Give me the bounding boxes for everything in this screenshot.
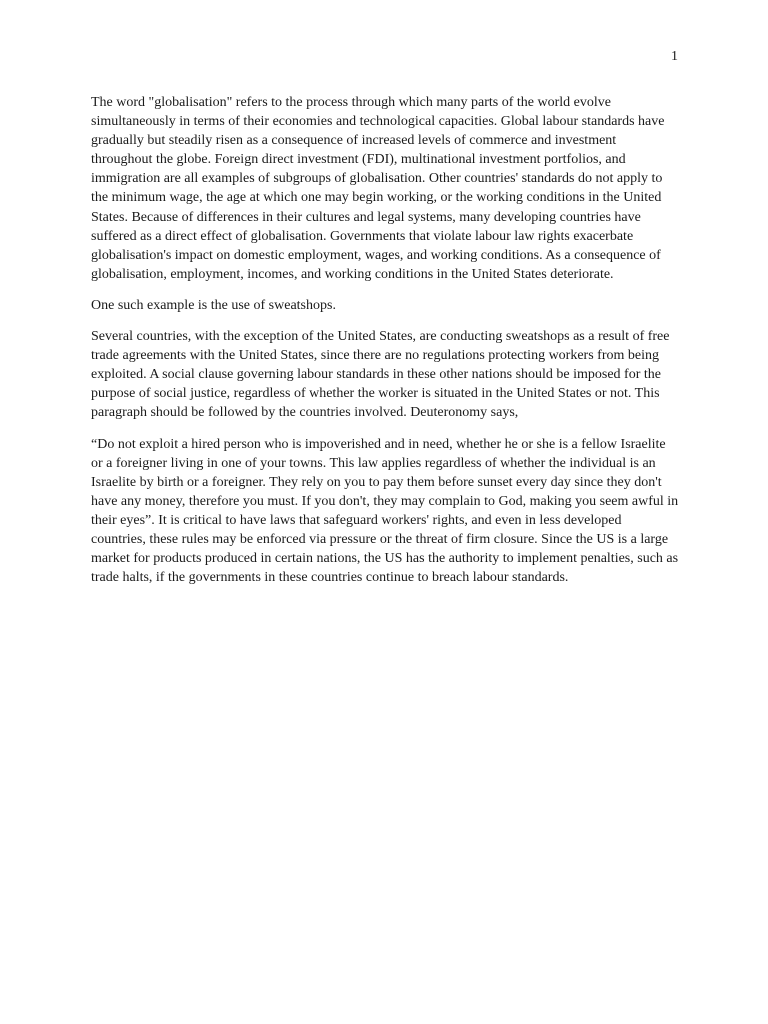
paragraph-deuteronomy-quote: “Do not exploit a hired person who is impoverished and in need, whether he or she is a fellow Israelite or a foreigner living in one of your towns. This law applies regardless of whether the individual is an Israelite by birth or a foreigner. They rely on you to pay them before sunset every day since they don't have any money, therefore you must. If you don't, they may complain to God, making you seem awful in their eyes”. It is critical to have laws that safeguard workers' rights, and even in less developed countries, these rules may be enforced via pressure or the threat of firm closure. Since the US is a large market for products produced in certain nations, the US has the authority to implement penalties, such as trade halts, if the governments in these countries continue to breach labour standards. [91,436,679,586]
paragraph-globalisation-definition: The word "globalisation" refers to the process through which many parts of the world evolve simultaneously in terms of their economies and technological capacities. Global labour standards have gradually but steadily risen as a consequence of increased levels of commerce and investment throughout the globe. Foreign direct investment (FDI), multinational investment portfolios, and immigration are all examples of subgroups of globalisation. Other countries' standards do not apply to the minimum wage, the age at which one may begin working, or the working conditions in the United States. Because of differences in their cultures and legal systems, many developing countries have suffered as a direct effect of globalisation. Governments that violate labour law rights exacerbate globalisation's impact on domestic employment, wages, and working conditions. As a consequence of globalisation, employment, incomes, and working conditions in the United States deteriorate. [91,95,665,282]
paragraph-sweatshops-example: One such example is the use of sweatshops. [91,297,336,313]
document-body [91,93,679,599]
paragraph-free-trade-agreements: Several countries, with the exception of the United States, are conducting sweatshops as a result of free trade agreements with the United States, since there are no regulations protecting workers from being exploited. A social clause governing labour standards in these other nations should be imposed for the purpose of social justice, regardless of whether the worker is situated in the United States or not. This paragraph should be followed by the countries involved. Deuteronomy says, [91,329,670,421]
page-number: 1 [671,49,678,64]
